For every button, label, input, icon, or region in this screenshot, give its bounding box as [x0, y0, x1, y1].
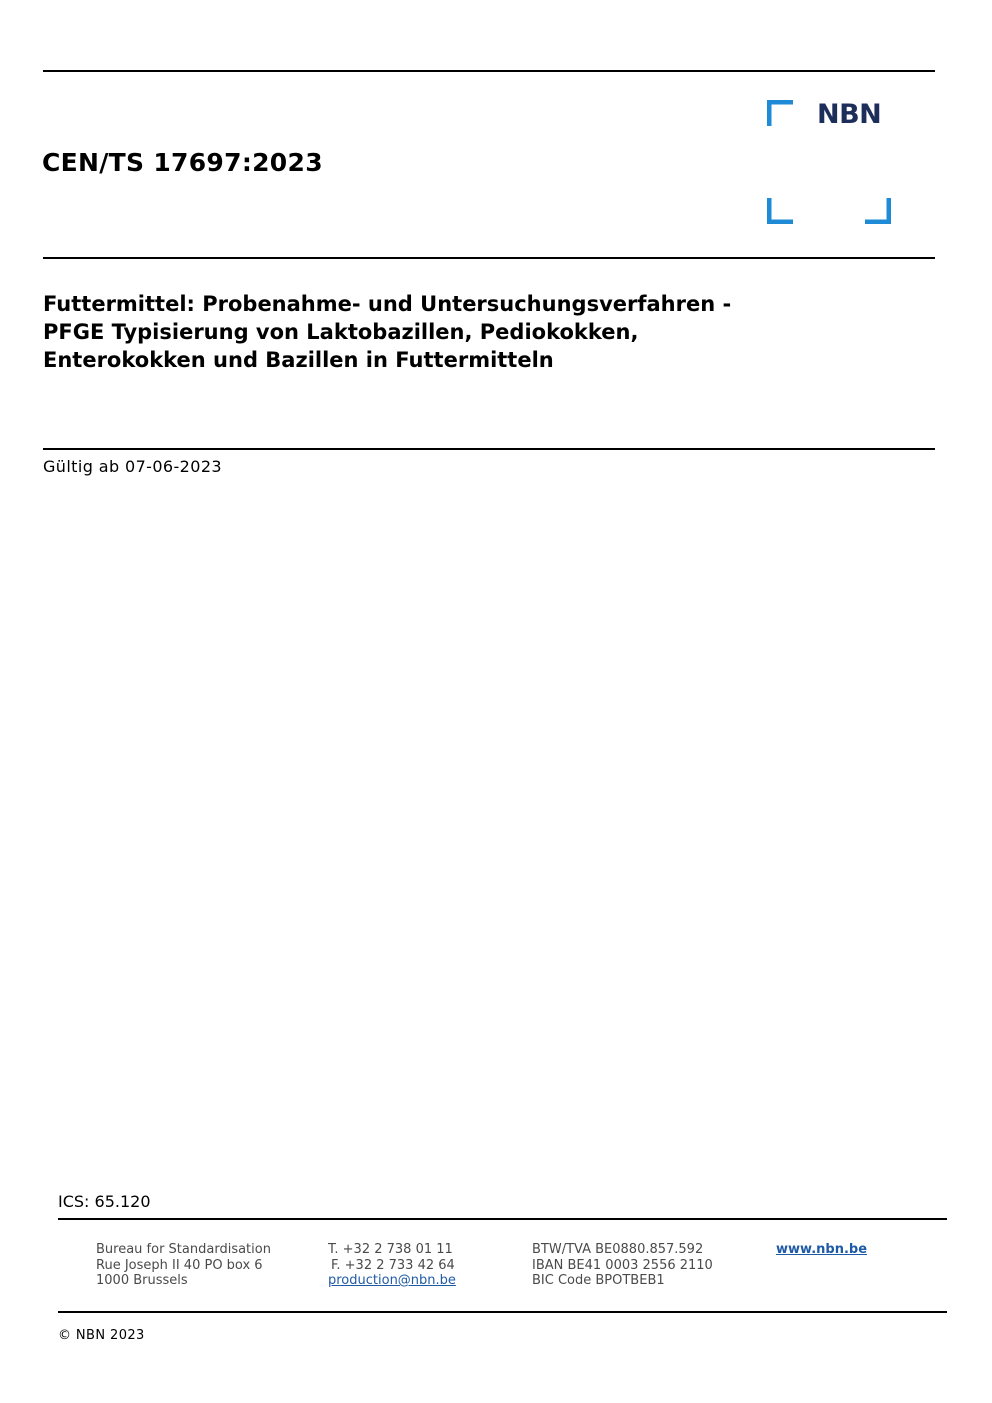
footer-bottom-rule: [58, 1311, 947, 1313]
header-rule: [43, 257, 935, 259]
iban-number: IBAN BE41 0003 2556 2110: [532, 1257, 713, 1273]
phone-number: T. +32 2 738 01 11: [328, 1242, 453, 1257]
fax-number: F. +32 2 733 42 64: [331, 1257, 455, 1273]
website-link[interactable]: www.nbn.be: [776, 1242, 868, 1257]
footer-address: [96, 1242, 271, 1289]
logo-text: NBN: [817, 99, 882, 130]
footer-website: [776, 1242, 867, 1258]
title-line: PFGE Typisierung von Laktobazillen, Pediokokken,: [43, 320, 639, 344]
footer-contact: [328, 1242, 456, 1289]
ics-code: ICS: 65.120: [58, 1192, 151, 1211]
title-line: Enterokokken und Bazillen in Futtermitteln: [43, 348, 554, 372]
address-line: Rue Joseph II 40 PO box 6: [96, 1257, 263, 1273]
footer-bank: [532, 1242, 713, 1289]
footer-top-rule: [58, 1218, 947, 1220]
title-line: Futtermittel: Probenahme- und Untersuchungsverfahren -: [43, 292, 732, 316]
address-line: 1000 Brussels: [96, 1273, 188, 1288]
valid-from-date: Gültig ab 07-06-2023: [43, 457, 222, 476]
nbn-logo: [767, 100, 891, 224]
document-title: [43, 290, 923, 374]
top-rule: [43, 70, 935, 72]
title-rule: [43, 448, 935, 450]
copyright: © NBN 2023: [58, 1328, 145, 1343]
bic-code: BIC Code BPOTBEB1: [532, 1273, 665, 1288]
email-link[interactable]: production@nbn.be: [328, 1273, 456, 1288]
vat-number: BTW/TVA BE0880.857.592: [532, 1242, 704, 1257]
document-id: CEN/TS 17697:2023: [42, 148, 323, 177]
address-line: Bureau for Standardisation: [96, 1242, 271, 1257]
